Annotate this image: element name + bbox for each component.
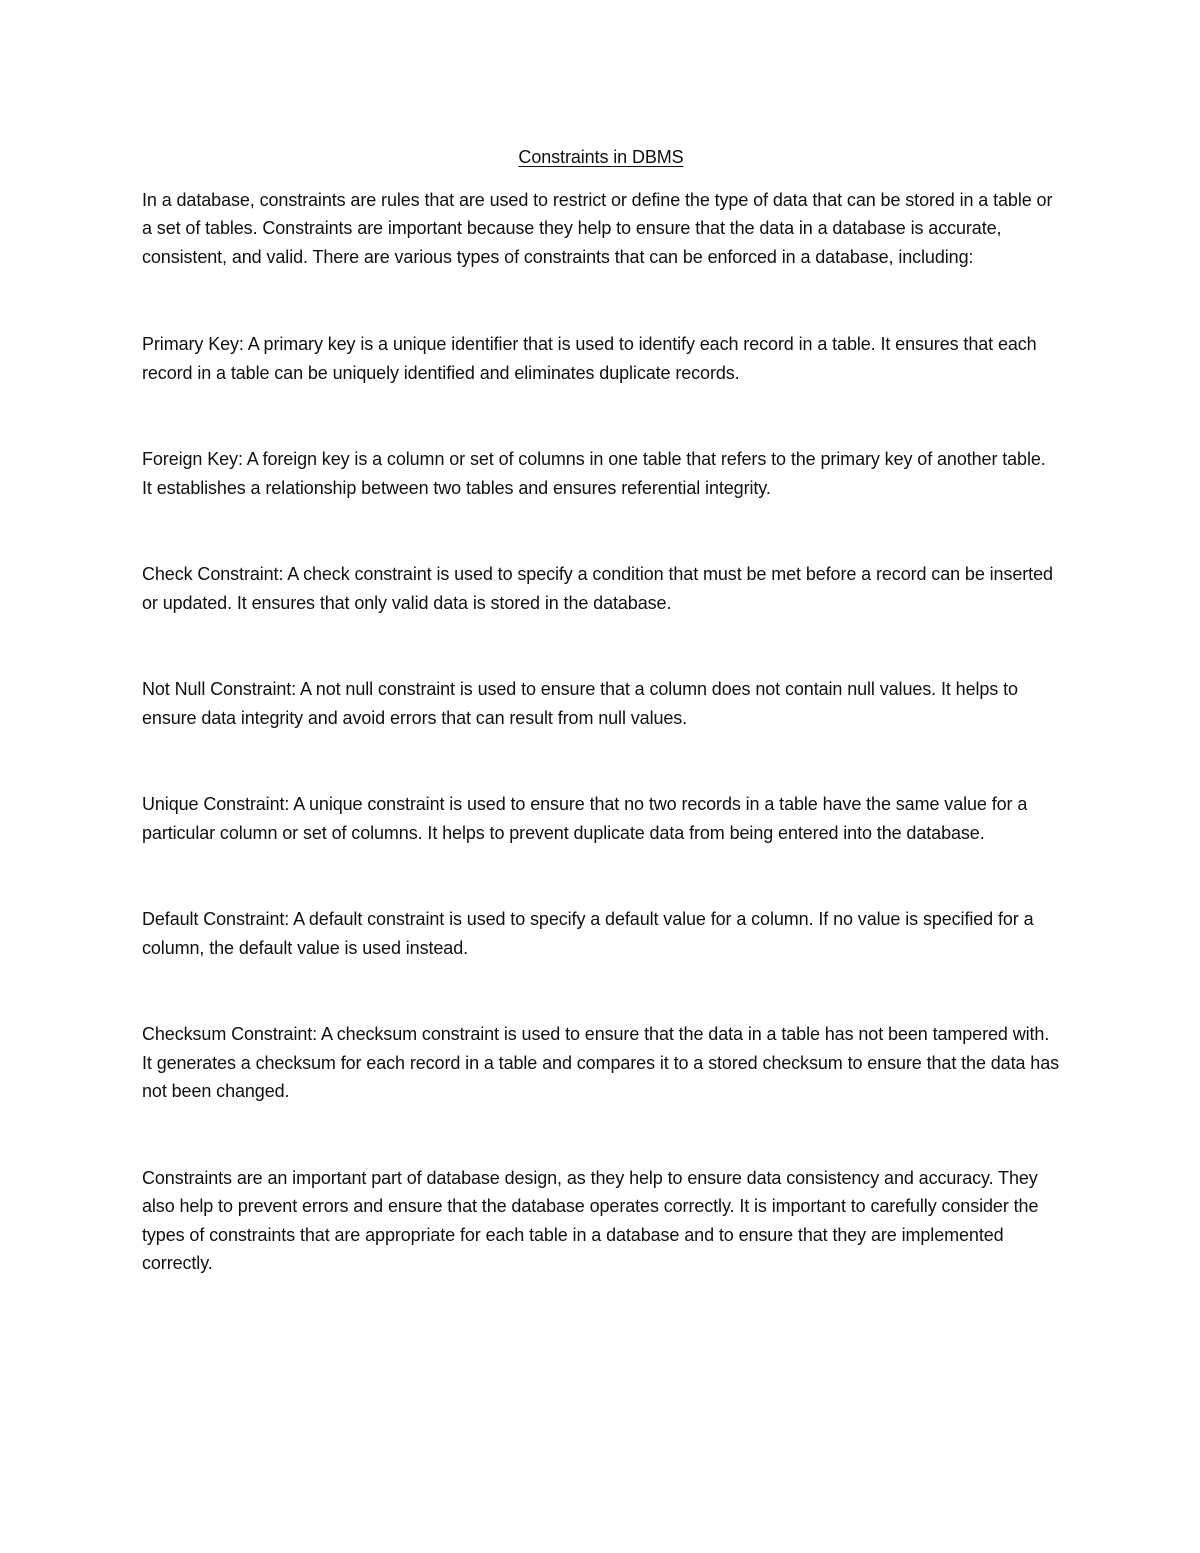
section-check-constraint: Check Constraint: A check constraint is used to specify a condition that must be met before a record can be inserted or updated. It ensures that only valid data is stored in the database. (142, 564, 1053, 613)
intro-paragraph: In a database, constraints are rules that are used to restrict or define the type of data that can be stored in a table or a set of tables. Constraints are important because they help to ensure that the data in a database is accurate, consistent, and valid. There are various types of constraints that can be enforced in a database, including: (142, 189, 1053, 267)
section-foreign-key: Foreign Key: A foreign key is a column or set of columns in one table that refers to the primary key of another table. It establishes a relationship between two tables and ensures referential integrity. (142, 449, 1046, 498)
page-title: Constraints in DBMS (518, 147, 684, 167)
section-default-constraint: Default Constraint: A default constraint is used to specify a default value for a column. If no value is specified for a column, the default value is used instead. (142, 909, 1034, 958)
section-primary-key: Primary Key: A primary key is a unique identifier that is used to identify each record in a table. It ensures that each record in a table can be uniquely identified and eliminates duplicate records. (142, 334, 1037, 383)
section-not-null-constraint: Not Null Constraint: A not null constraint is used to ensure that a column does not contain null values. It helps to ensure data integrity and avoid errors that can result from null values. (142, 679, 1018, 728)
section-unique-constraint: Unique Constraint: A unique constraint is used to ensure that no two records in a table have the same value for a particular column or set of columns. It helps to prevent duplicate data from being entered into the database. (142, 794, 1028, 843)
section-checksum-constraint: Checksum Constraint: A checksum constraint is used to ensure that the data in a table has not been tampered with. It generates a checksum for each record in a table and compares it to a stored checksum to ensure that the data has not been changed. (142, 1024, 1060, 1101)
document-body (142, 143, 1060, 1278)
conclusion-paragraph: Constraints are an important part of database design, as they help to ensure data consistency and accuracy. They also help to prevent errors and ensure that the database operates correctly. It is important to carefully consider the types of constraints that are appropriate for each table in a database and to ensure that they are implemented correctly. (142, 1167, 1039, 1273)
